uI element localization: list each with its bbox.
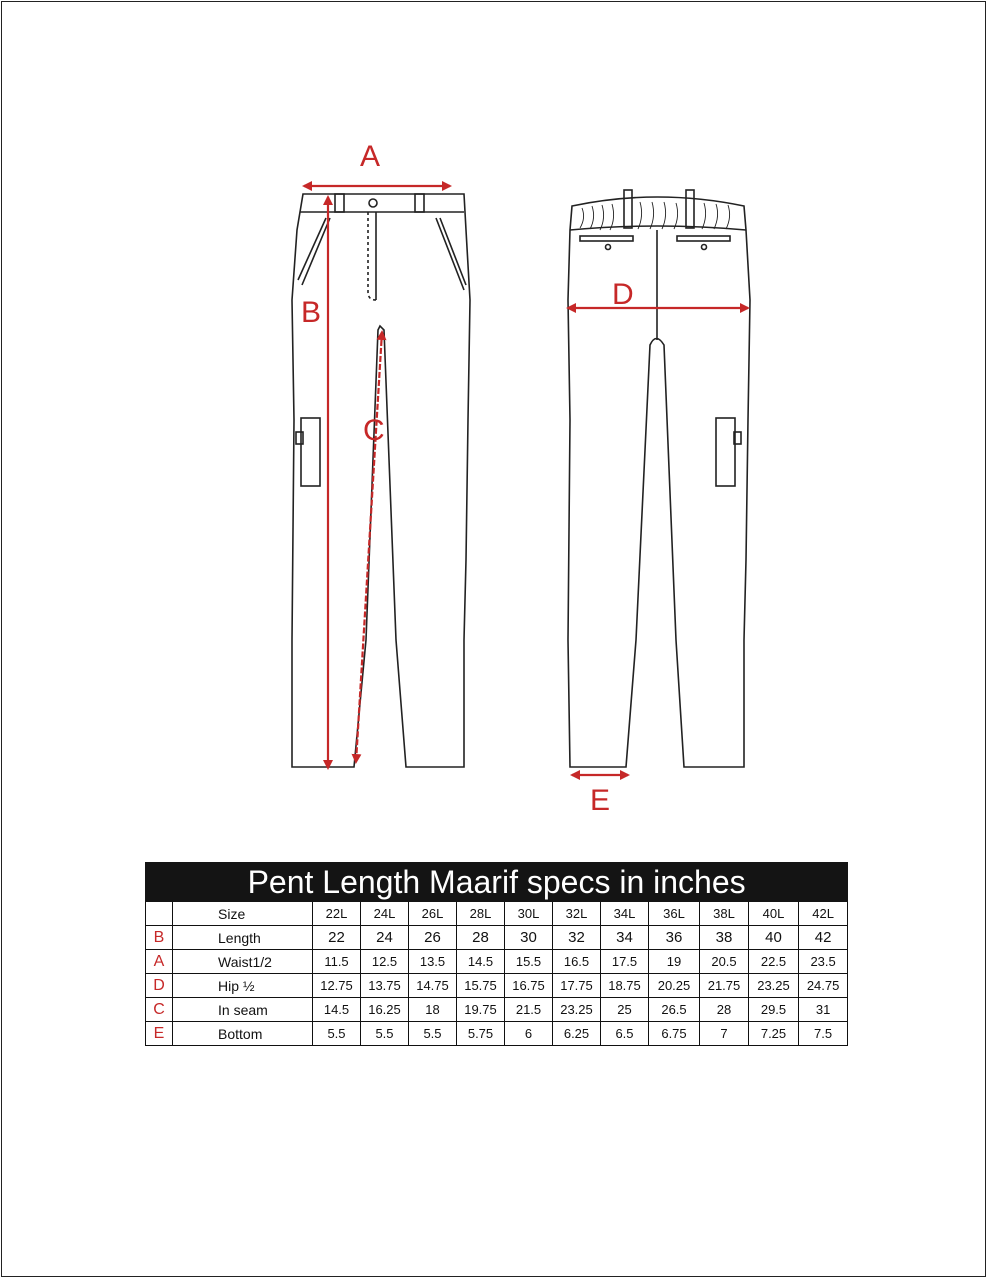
value-cell: 29.5 xyxy=(749,998,799,1022)
value-cell: 23.25 xyxy=(553,998,601,1022)
value-cell: 42 xyxy=(799,926,848,950)
table-title: Pent Length Maarif specs in inches xyxy=(146,863,848,902)
value-cell: 14.5 xyxy=(313,998,361,1022)
value-cell: 15.75 xyxy=(457,974,505,998)
measurement-label: In seam xyxy=(173,998,313,1022)
measurement-label: Length xyxy=(173,926,313,950)
value-cell: 18 xyxy=(409,998,457,1022)
value-cell: 6.75 xyxy=(649,1022,700,1046)
value-cell: 6 xyxy=(505,1022,553,1046)
value-cell: 28 xyxy=(700,998,749,1022)
measurement-code: D xyxy=(146,974,173,998)
table-row xyxy=(146,950,848,974)
value-cell: 7 xyxy=(700,1022,749,1046)
value-cell: 12.5 xyxy=(361,950,409,974)
label-b: B xyxy=(301,296,322,329)
measurement-code: A xyxy=(146,950,173,974)
back-pocket-right xyxy=(677,236,730,241)
value-cell: 19 xyxy=(649,950,700,974)
value-cell: 21.75 xyxy=(700,974,749,998)
table-row xyxy=(146,926,848,950)
value-cell: 22 xyxy=(313,926,361,950)
value-cell: 20.25 xyxy=(649,974,700,998)
measurement-label: Bottom xyxy=(173,1022,313,1046)
size-header-label: Size xyxy=(173,902,313,926)
measurement-code: B xyxy=(146,926,173,950)
value-cell: 19.75 xyxy=(457,998,505,1022)
size-cell: 22L xyxy=(313,902,361,926)
measurement-label: Hip ½ xyxy=(173,974,313,998)
value-cell: 13.5 xyxy=(409,950,457,974)
size-cell: 40L xyxy=(749,902,799,926)
value-cell: 18.75 xyxy=(601,974,649,998)
size-cell: 26L xyxy=(409,902,457,926)
value-cell: 7.5 xyxy=(799,1022,848,1046)
value-cell: 16.75 xyxy=(505,974,553,998)
back-outline xyxy=(568,197,750,767)
value-cell: 36 xyxy=(649,926,700,950)
value-cell: 14.75 xyxy=(409,974,457,998)
value-cell: 22.5 xyxy=(749,950,799,974)
measurement-arrows xyxy=(304,186,748,775)
measurement-label: Waist1/2 xyxy=(173,950,313,974)
front-view-pants xyxy=(292,194,470,767)
value-cell: 26.5 xyxy=(649,998,700,1022)
value-cell: 5.5 xyxy=(313,1022,361,1046)
label-e: E xyxy=(590,784,611,817)
size-cell: 24L xyxy=(361,902,409,926)
value-cell: 20.5 xyxy=(700,950,749,974)
value-cell: 12.75 xyxy=(313,974,361,998)
back-pocket-left xyxy=(580,236,633,241)
value-cell: 23.25 xyxy=(749,974,799,998)
value-cell: 17.75 xyxy=(553,974,601,998)
label-a: A xyxy=(360,140,381,173)
value-cell: 23.5 xyxy=(799,950,848,974)
value-cell: 14.5 xyxy=(457,950,505,974)
code-cell-empty xyxy=(146,902,173,926)
value-cell: 24.75 xyxy=(799,974,848,998)
measurement-code: C xyxy=(146,998,173,1022)
measurement-code: E xyxy=(146,1022,173,1046)
value-cell: 6.25 xyxy=(553,1022,601,1046)
value-cell: 13.75 xyxy=(361,974,409,998)
size-cell: 36L xyxy=(649,902,700,926)
value-cell: 25 xyxy=(601,998,649,1022)
value-cell: 11.5 xyxy=(313,950,361,974)
front-outline xyxy=(292,194,470,767)
value-cell: 5.75 xyxy=(457,1022,505,1046)
front-cargo-pocket xyxy=(301,418,320,486)
label-c: C xyxy=(363,414,385,447)
value-cell: 26 xyxy=(409,926,457,950)
size-header-row xyxy=(146,902,848,926)
size-cell: 34L xyxy=(601,902,649,926)
value-cell: 16.25 xyxy=(361,998,409,1022)
value-cell: 7.25 xyxy=(749,1022,799,1046)
size-cell: 42L xyxy=(799,902,848,926)
value-cell: 6.5 xyxy=(601,1022,649,1046)
value-cell: 5.5 xyxy=(409,1022,457,1046)
label-d: D xyxy=(612,278,634,311)
value-cell: 40 xyxy=(749,926,799,950)
value-cell: 28 xyxy=(457,926,505,950)
size-spec-table xyxy=(145,862,848,1046)
value-cell: 21.5 xyxy=(505,998,553,1022)
table-row xyxy=(146,998,848,1022)
size-cell: 38L xyxy=(700,902,749,926)
table-row xyxy=(146,1022,848,1046)
value-cell: 17.5 xyxy=(601,950,649,974)
value-cell: 24 xyxy=(361,926,409,950)
value-cell: 38 xyxy=(700,926,749,950)
value-cell: 34 xyxy=(601,926,649,950)
size-cell: 32L xyxy=(553,902,601,926)
back-view-pants xyxy=(568,190,750,767)
value-cell: 31 xyxy=(799,998,848,1022)
size-cell: 28L xyxy=(457,902,505,926)
back-cargo-pocket xyxy=(716,418,735,486)
value-cell: 30 xyxy=(505,926,553,950)
value-cell: 32 xyxy=(553,926,601,950)
value-cell: 5.5 xyxy=(361,1022,409,1046)
size-cell: 30L xyxy=(505,902,553,926)
value-cell: 16.5 xyxy=(553,950,601,974)
value-cell: 15.5 xyxy=(505,950,553,974)
table-row xyxy=(146,974,848,998)
